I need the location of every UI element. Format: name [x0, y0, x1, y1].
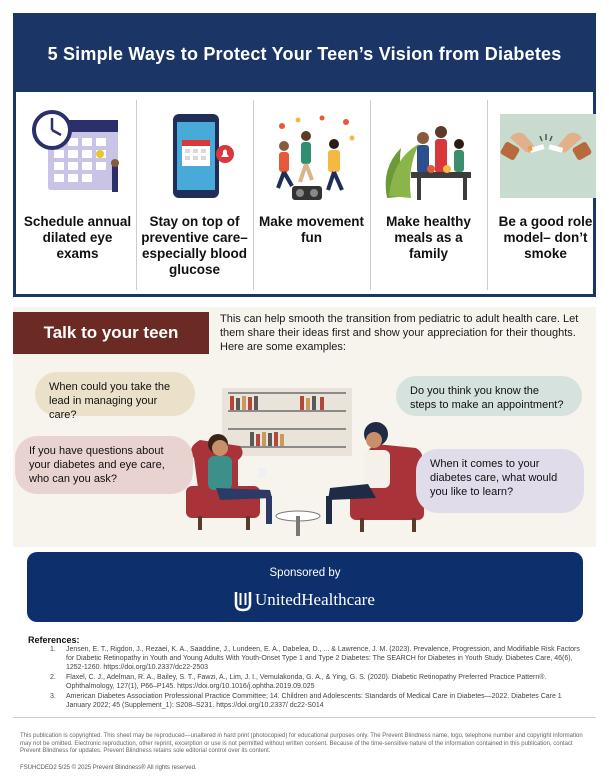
- tip-label: Make movement fun: [258, 214, 365, 245]
- speech-bubble: When could you take the lead in managing your care?: [35, 372, 195, 416]
- sponsor-label: Sponsored by: [269, 567, 341, 579]
- family-cooking-icon: [379, 108, 479, 202]
- talk-heading: Talk to your teen: [13, 312, 209, 354]
- tip-label: Schedule annual dilated eye exams: [23, 214, 132, 261]
- dancing-people-icon: [262, 108, 362, 202]
- uhc-logo-icon: [233, 590, 253, 612]
- sponsor-banner: [27, 552, 583, 622]
- references-title: References:: [28, 635, 80, 645]
- tip-label: Be a good role model– don’t smoke: [498, 214, 593, 261]
- reference-item: American Diabetes Association Professional Practice Committee; 14. Children and Adolescents: Standards of Medical Care in Diabetes—2022. Diabetes Care 1 January 2022; 45 (Supplement_1): S208–S231. https://doi.org/10.2337/ dc22-S014: [66, 693, 562, 709]
- conversation-illustration: [180, 388, 430, 543]
- calendar-clock-icon: [28, 108, 128, 202]
- speech-bubble: Do you think you know the steps to make an appointment?: [396, 376, 582, 416]
- footer-code: FSUHCDED2 5/25 © 2025 Prevent Blindness® All rights reserved.: [20, 765, 197, 771]
- tip-preventive-care: [137, 96, 252, 292]
- tip-role-model: [488, 96, 603, 292]
- tip-label: Stay on top of preventive care– especially blood glucose: [141, 214, 248, 277]
- speech-bubble: When it comes to your diabetes care, what would you like to learn?: [416, 449, 584, 513]
- divider: [13, 717, 596, 718]
- tip-schedule-exams: [20, 96, 135, 292]
- tip-movement: [254, 96, 369, 292]
- talk-intro: This can help smooth the transition from pediatric to adult health care. Let them share their ideas first and show your appreciation for their thoughts. Here are some examples:: [220, 313, 579, 353]
- tip-label: Make healthy meals as a family: [386, 214, 471, 261]
- legal-notice: This publication is copyrighted. This sheet may be reproduced—unaltered in hard print (photocopied) for educational purposes only. The Prevent Blindness name, logo, telephone number and copyright information may not be omitted. Electronic reproduction, other reprint, excerption or use is not permitted without written consent. Because of the time-sensitive nature of the information contained in this publication, contact Prevent Blindness for updates. Prevent Blindness retains sole editorial control over its content.: [20, 733, 583, 754]
- sponsor-name: UnitedHealthcare: [255, 590, 375, 609]
- broken-cigarette-icon: [496, 108, 596, 202]
- reference-item: Flaxel, C. J., Adelman, R. A., Bailey, S. T., Fawzi, A., Lim, J. I., Vemulakonda, G. A., & Ying, G. S. (2020). Diabetic Retinopathy Preferred Practice Pattern®. Ophthalmology, 127(1), P66–P145. https://doi.org/10.1016/j.ophtha.2019.09.025: [66, 674, 547, 690]
- page-title: 5 Simple Ways to Protect Your Teen’s Vision from Diabetes: [47, 43, 562, 64]
- tip-healthy-meals: [371, 96, 486, 292]
- phone-calendar-icon: [145, 108, 245, 202]
- reference-number: 2.: [50, 674, 56, 681]
- reference-item: Jensen, E. T., Rigdon, J., Rezaei, K. A., Saaddine, J., Lundeen, E. A., Dabelea, D., ... & Lawrence, J. M. (2023). Prevalence, Progression, and Modifiable Risk Factors for Diabetic Retinopathy in Youth and Young Adults With Youth-Onset Type 1 and Type 2 Diabetes: The SEARCH for Diabetes in Youth Study. Diabetes Care, 46(6), 1252-1260. https://doi.org/10.2337/dc22-2503: [66, 646, 580, 671]
- reference-number: 1.: [50, 646, 56, 653]
- reference-number: 3.: [50, 693, 56, 700]
- speech-bubble: If you have questions about your diabetes and eye care, who can you ask?: [15, 436, 193, 494]
